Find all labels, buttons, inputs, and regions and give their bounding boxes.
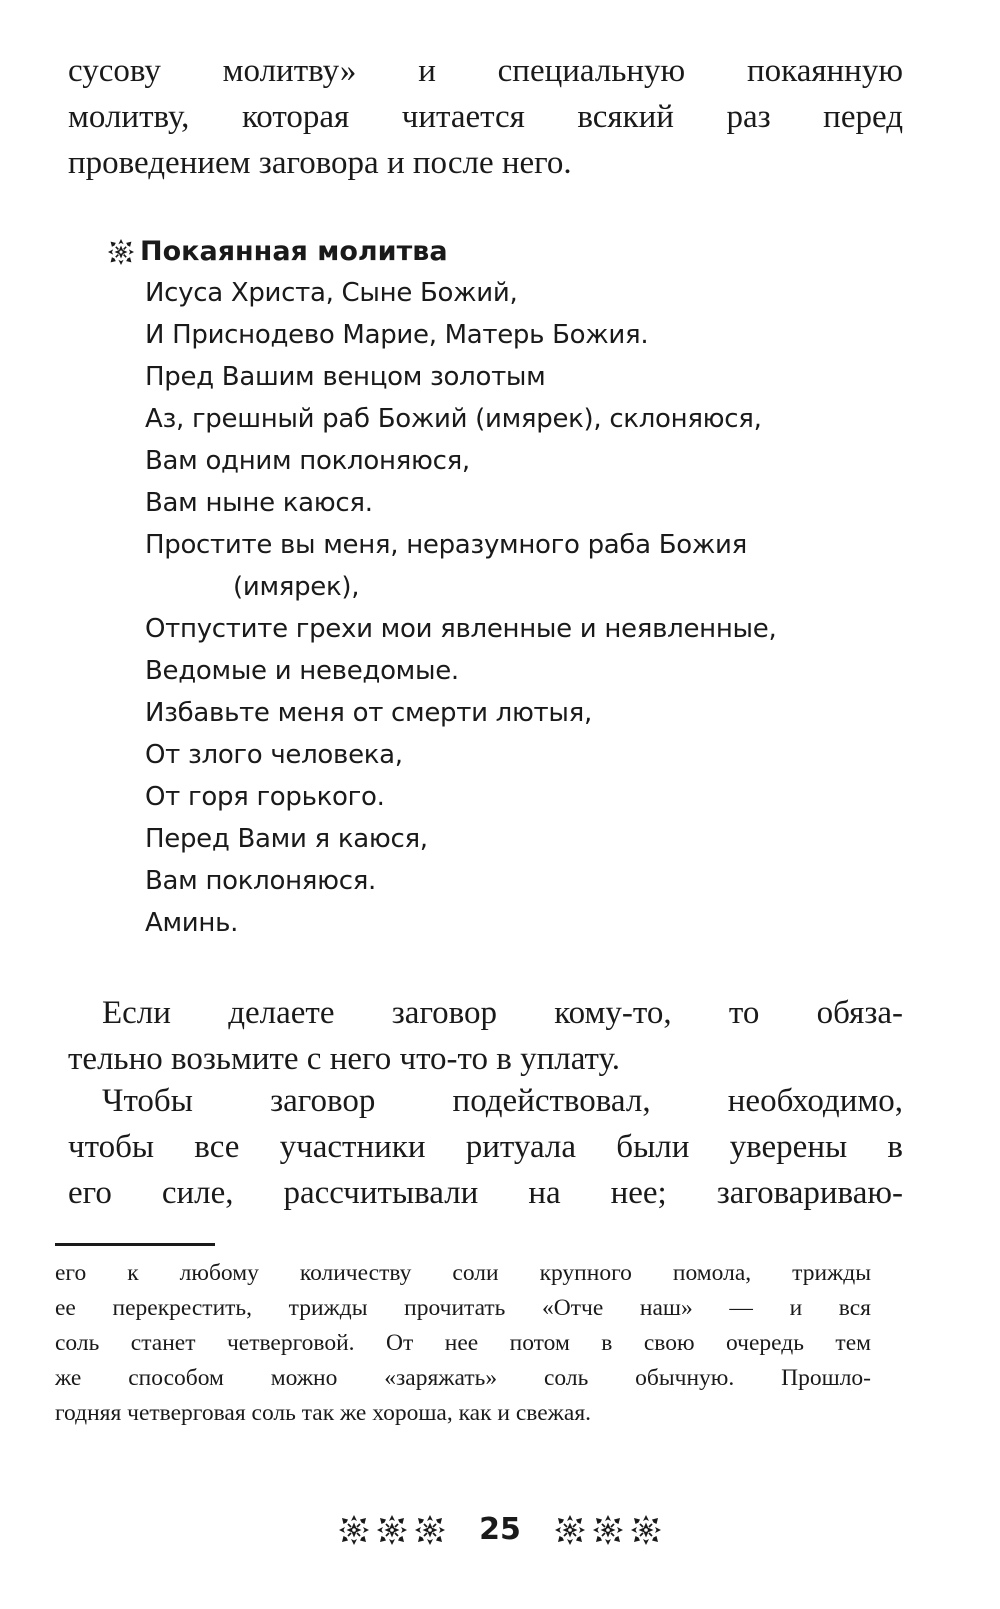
- footnote-line: годняя четверговая соль так же хороша, как и свежая.: [55, 1400, 592, 1426]
- prayer-line: Исуса Христа, Сыне Божий,: [145, 278, 518, 308]
- prayer-line: Вам поклоняюся.: [145, 866, 377, 896]
- prayer-line: (имярек),: [233, 572, 360, 602]
- snowflake-ornament-icon: [631, 1515, 661, 1545]
- prayer-text: [145, 272, 776, 944]
- prayer-heading: [108, 236, 448, 267]
- prayer-line: Вам ныне каюся.: [145, 488, 373, 518]
- prayer-line: Отпустите грехи мои явленные и неявленные,: [145, 614, 777, 644]
- prayer-line: Перед Вами я каюся,: [145, 824, 428, 854]
- prayer-line: Ведомые и неведомые.: [145, 656, 459, 686]
- prayer-line: Избавьте меня от смерти лютыя,: [145, 698, 592, 728]
- snowflake-ornament-icon: [339, 1515, 369, 1545]
- intro-line: сусову молитву» и специальную покаянную: [68, 53, 903, 89]
- intro-line: молитву, которая читается всякий раз перед: [68, 99, 903, 135]
- prayer-line: Аминь.: [145, 908, 239, 938]
- footnote: [55, 1256, 871, 1431]
- belief-paragraph: [68, 1078, 903, 1216]
- prayer-line: И Приснодево Марие, Матерь Божия.: [145, 320, 649, 350]
- paragraph-line: тельно возьмите с него что-то в уплату.: [68, 1041, 620, 1077]
- intro-paragraph: [68, 48, 903, 186]
- snowflake-ornament-icon: [593, 1515, 623, 1545]
- paragraph-line: его силе, рассчитывали на нее; заговариваю-: [68, 1175, 903, 1211]
- prayer-line: От злого человека,: [145, 740, 403, 770]
- intro-line: проведением заговора и после него.: [68, 145, 572, 181]
- footnote-divider: [55, 1243, 215, 1246]
- footnote-line: его к любому количеству соли крупного помола, трижды: [55, 1260, 871, 1286]
- page-number: 25: [479, 1512, 521, 1547]
- prayer-line: Аз, грешный раб Божий (имярек), склоняюся,: [145, 404, 762, 434]
- paragraph-line: Чтобы заговор подействовал, необходимо,: [102, 1083, 903, 1119]
- prayer-line: Простите вы меня, неразумного раба Божия: [145, 530, 747, 560]
- snowflake-ornament-icon: [377, 1515, 407, 1545]
- footnote-line: ее перекрестить, трижды прочитать «Отче наш» — и вся: [55, 1295, 871, 1321]
- snowflake-ornament-icon: [555, 1515, 585, 1545]
- prayer-line: Вам одним поклоняюся,: [145, 446, 470, 476]
- snowflake-ornament-icon: [108, 239, 134, 265]
- payment-paragraph: [68, 990, 903, 1082]
- paragraph-line: Если делаете заговор кому-то, то обяза-: [102, 995, 903, 1031]
- prayer-line: Пред Вашим венцом золотым: [145, 362, 546, 392]
- prayer-line: От горя горького.: [145, 782, 385, 812]
- prayer-title: Покаянная молитва: [140, 236, 448, 267]
- page-footer: [0, 1512, 1000, 1547]
- footnote-line: соль станет четверговой. От нее потом в свою очередь тем: [55, 1330, 871, 1356]
- paragraph-line: чтобы все участники ритуала были уверены в: [68, 1129, 903, 1165]
- footnote-line: же способом можно «заряжать» соль обычную. Прошло-: [55, 1365, 871, 1391]
- snowflake-ornament-icon: [415, 1515, 445, 1545]
